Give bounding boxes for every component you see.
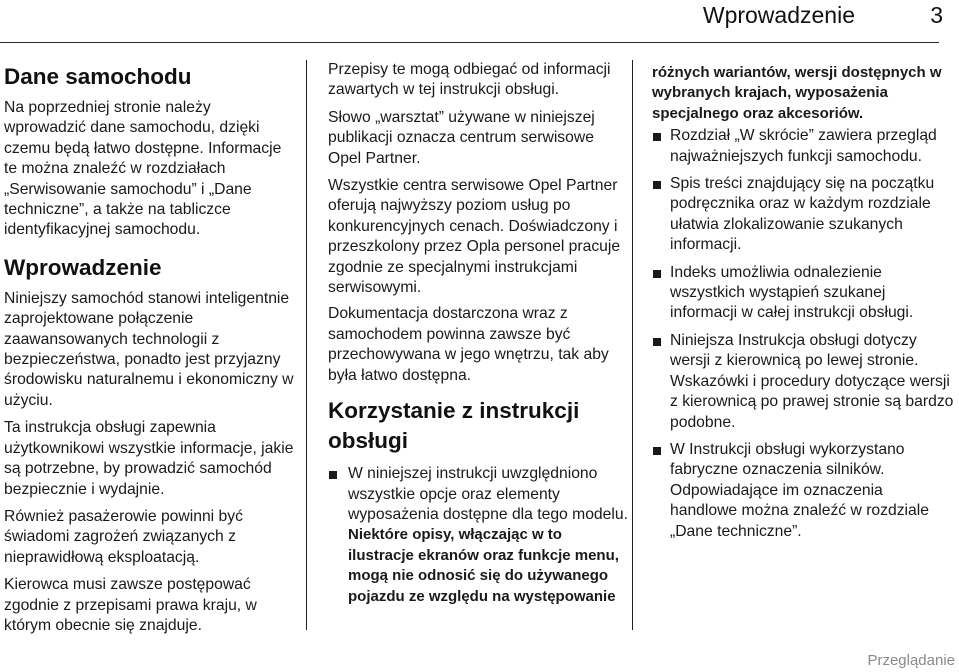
square-bullet-icon (653, 338, 661, 346)
section-heading-introduction: Wprowadzenie (4, 254, 162, 280)
continued-bold-text: różnych wariantów, wersji dostępnych w wybranych krajach, wyposażenia specjalnego oraz akcesoriów. (652, 64, 942, 122)
list-item-text: Rozdział „W skrócie” zawiera przegląd najważniejszych funkcji samochodu. (670, 127, 937, 165)
square-bullet-icon (653, 447, 661, 455)
section-heading-using-manual: Korzystanie z instrukcji obsługi (328, 398, 580, 454)
list-item (652, 174, 954, 256)
column-3 (652, 60, 954, 549)
square-bullet-icon (653, 270, 661, 278)
column-divider-2 (632, 60, 633, 630)
bullet-list (328, 464, 628, 607)
list-item (652, 126, 954, 167)
square-bullet-icon (329, 471, 337, 479)
column-1 (4, 60, 294, 643)
browse-link[interactable]: Przeglądanie (867, 652, 955, 669)
list-item-bold-text: Niektóre opisy, włączając w to ilustracje ekranów oraz funkcje menu, mogą nie odnosić się do używanego pojazdu ze względu na występowanie (348, 526, 619, 605)
list-item-text: W niniejszej instrukcji uwzględniono wszystkie opcje oraz elementy wyposażenia dostępne dla tego modelu. (348, 465, 628, 523)
paragraph: Ta instrukcja obsługi zapewnia użytkownikowi wszystkie informacje, jakie są potrzebne, by prowadzić samochód bezpiecznie i wydajnie. (4, 419, 294, 498)
paragraph: Na poprzedniej stronie należy wprowadzić dane samochodu, dzięki czemu będą łatwo dostępne. Informacje te można znaleźć w rozdziałach „Serwisowanie samochodu” i „Dane techniczne”, a także na tabliczce identyfikacyjnej samochodu. (4, 99, 282, 239)
list-item-text: W Instrukcji obsługi wykorzystano fabryczne oznaczenia silników. Odpowiadające im oznaczenia handlowe można znaleźć w rozdziale „Dane techniczne”. (670, 440, 929, 540)
list-item (652, 440, 954, 542)
list-item-text: Niniejsza Instrukcja obsługi dotyczy wersji z kierownicą po lewej stronie. Wskazówki i procedury dotyczące wersji z kierownicą po prawej stronie są bardzo podobne. (670, 331, 954, 431)
list-item-text: Indeks umożliwia odnalezienie wszystkich wystąpień szukanej informacji w całej instrukcji obsługi. (670, 263, 914, 322)
paragraph: Kierowca musi zawsze postępować zgodnie z przepisami prawa kraju, w którym obecnie się znajduje. (4, 576, 257, 634)
paragraph: Przepisy te mogą odbiegać od informacji zawartych w tej instrukcji obsługi. (328, 61, 611, 99)
running-header-title: Wprowadzenie (702, 2, 855, 28)
header-divider (0, 42, 939, 43)
list-item (652, 263, 954, 324)
paragraph: Słowo „warsztat” używane w niniejszej publikacji oznacza centrum serwisowe Opel Partner. (328, 108, 595, 167)
paragraph: Wszystkie centra serwisowe Opel Partner oferują najwyższy poziom usług po konkurencyjnych cenach. Doświadczony i przeszkolony przez Opla personel pracuje zgodnie ze specjalnymi instrukcjami serwisowymi. (328, 177, 621, 297)
paragraph: Dokumentacja dostarczona wraz z samochodem powinna zawsze być przechowywana w jego wnętrzu, tak aby była łatwo dostępna. (328, 305, 609, 384)
bullet-list (652, 126, 954, 542)
page-header (0, 0, 959, 44)
page-number: 3 (930, 2, 943, 28)
section-heading-vehicle-data: Dane samochodu (4, 64, 192, 89)
column-2 (328, 60, 628, 614)
list-item (652, 331, 954, 433)
paragraph: Niniejszy samochód stanowi inteligentnie zaprojektowane połączenie zaawansowanych technologii z bezpieczeństwa, ponadto jest przyjazny środowisku naturalnemu i ekonomiczny w użyciu. (4, 289, 294, 409)
square-bullet-icon (653, 133, 661, 141)
list-item-text: Spis treści znajdujący się na początku podręcznika oraz w każdym rozdziale ułatwia zlokalizowanie szukanych informacji. (670, 175, 935, 254)
list-item (328, 464, 628, 607)
column-divider-1 (306, 60, 307, 630)
square-bullet-icon (653, 181, 661, 189)
paragraph: Również pasażerowie powinni być świadomi zagrożeń związanych z nieprawidłową eksploatacją. (4, 507, 243, 566)
